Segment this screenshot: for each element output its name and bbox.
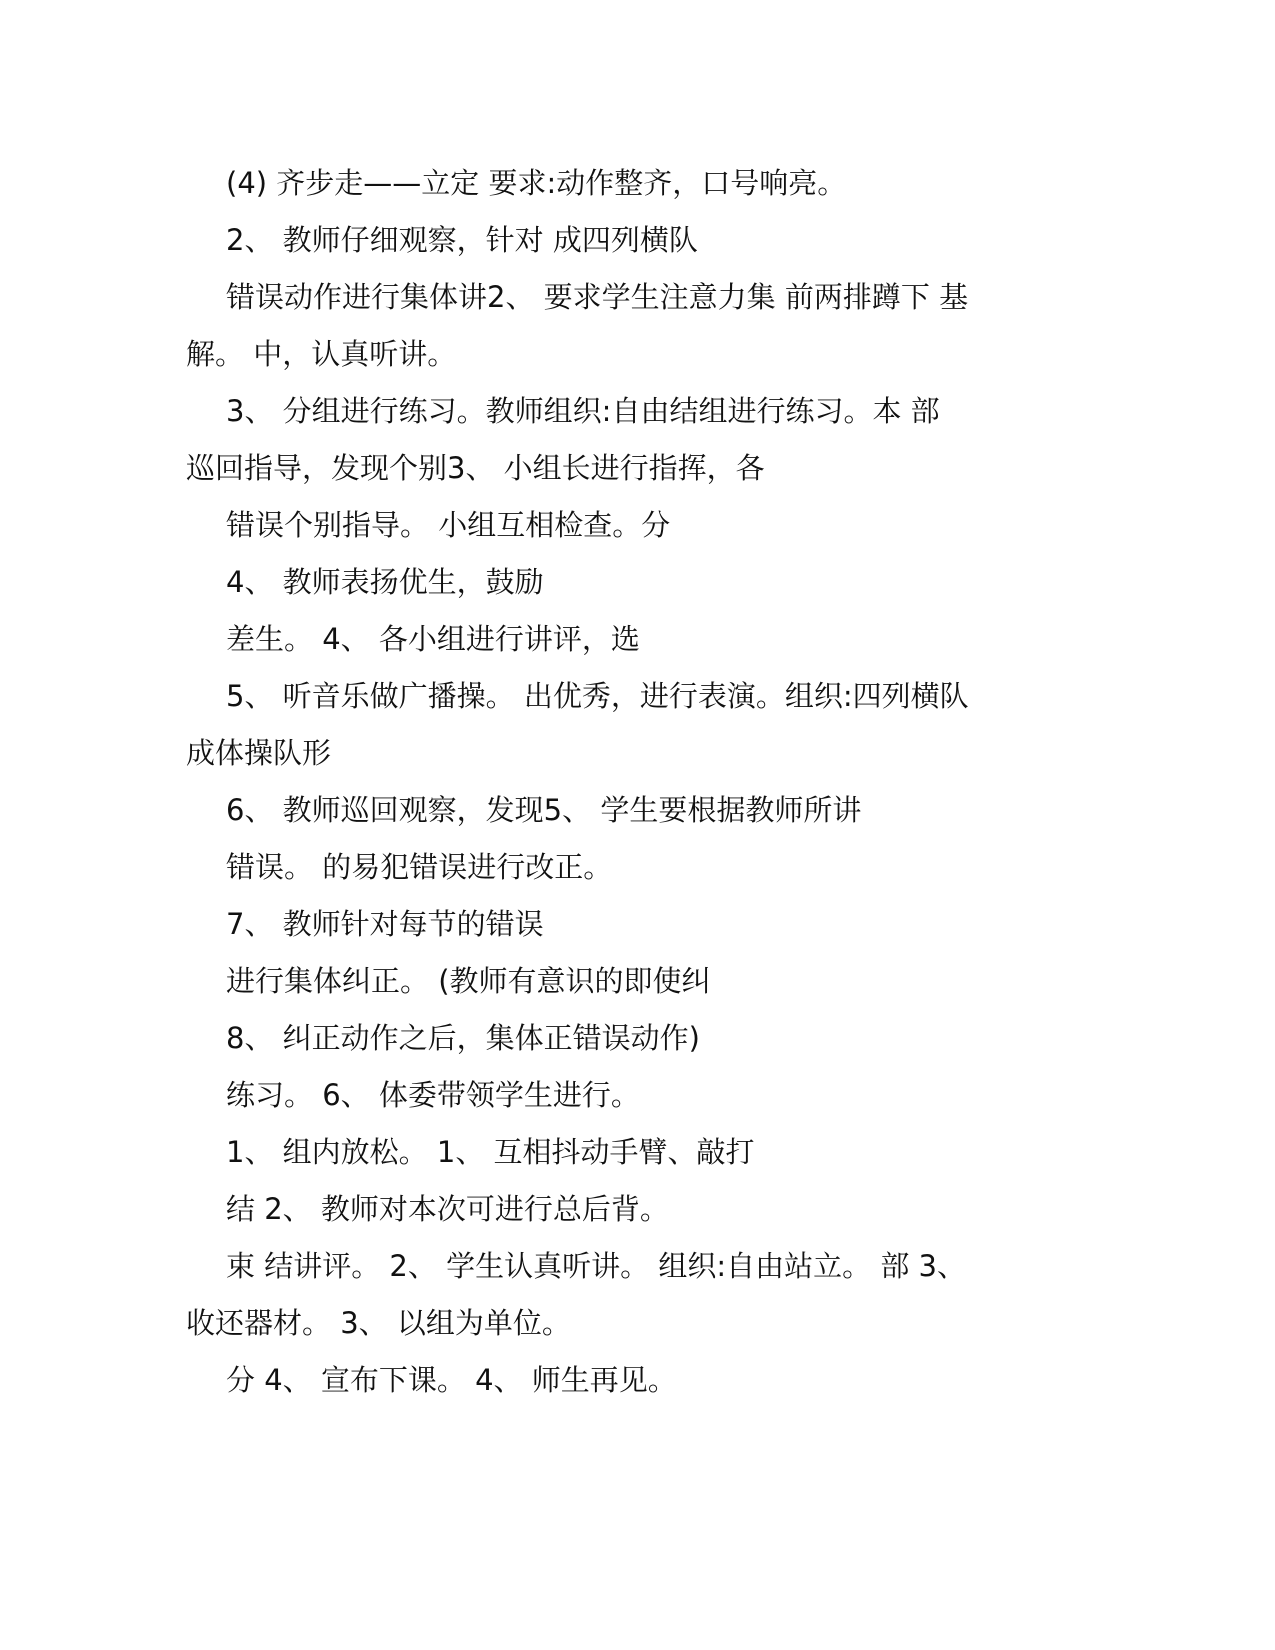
text-line: 7、 教师针对每节的错误: [226, 907, 544, 941]
text-line: 结 2、 教师对本次可进行总后背。: [226, 1192, 669, 1226]
text-line: (4) 齐步走——立定 要求:动作整齐，口号响亮。: [226, 166, 847, 200]
text-line: 练习。 6、 体委带领学生进行。: [226, 1078, 640, 1112]
text-line: 1、 组内放松。 1、 互相抖动手臂、敲打: [226, 1135, 755, 1169]
text-line: 4、 教师表扬优生，鼓励: [226, 565, 544, 599]
text-line: 3、 分组进行练习。教师组织:自由结组进行练习。本 部: [226, 394, 940, 428]
text-line: 解。 中，认真听讲。: [186, 337, 457, 371]
document-body: [186, 155, 1086, 1409]
text-line: 差生。 4、 各小组进行讲评，选: [226, 622, 640, 656]
text-line: 2、 教师仔细观察，针对 成四列横队: [226, 223, 698, 257]
text-line: 错误动作进行集体讲2、 要求学生注意力集 前两排蹲下 基: [226, 280, 969, 314]
text-line: 错误个别指导。 小组互相检查。分: [226, 508, 671, 542]
text-line: 6、 教师巡回观察，发现5、 学生要根据教师所讲: [226, 793, 862, 827]
text-line: 成体操队形: [186, 736, 332, 770]
text-line: 巡回指导，发现个别3、 小组长进行指挥，各: [186, 451, 765, 485]
text-line: 8、 纠正动作之后，集体正错误动作): [226, 1021, 700, 1055]
text-line: 收还器材。 3、 以组为单位。: [186, 1306, 571, 1340]
text-line: 错误。 的易犯错误进行改正。: [226, 850, 613, 884]
text-line: 束 结讲评。 2、 学生认真听讲。 组织:自由站立。 部 3、: [226, 1249, 966, 1283]
text-line: 分 4、 宣布下课。 4、 师生再见。: [226, 1363, 677, 1397]
text-line: 进行集体纠正。 (教师有意识的即使纠: [226, 964, 711, 998]
text-line: 5、 听音乐做广播操。 出优秀，进行表演。组织:四列横队: [226, 679, 969, 713]
